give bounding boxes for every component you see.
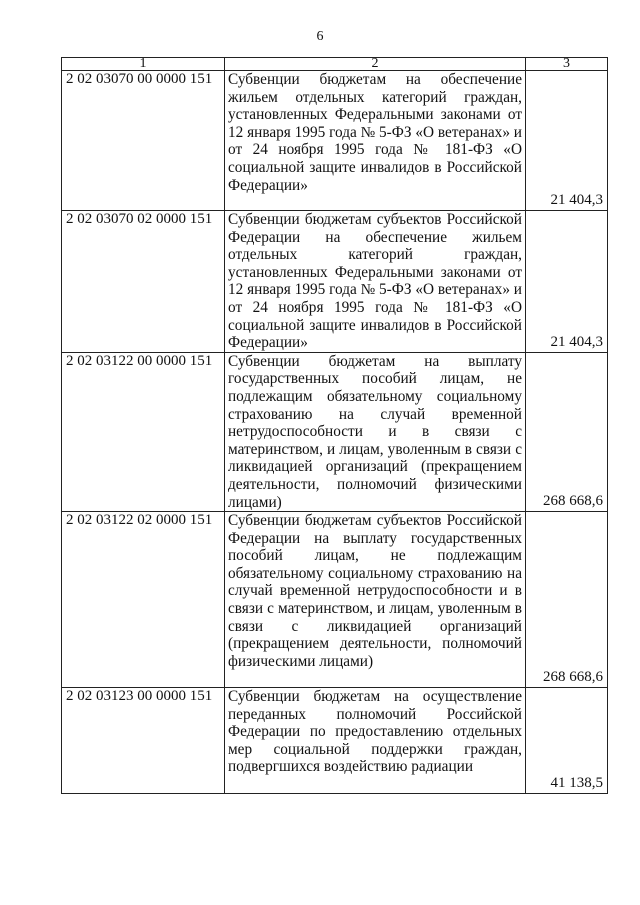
row-code: 2 02 03122 00 0000 151	[62, 352, 225, 511]
row-code: 2 02 03123 00 0000 151	[62, 688, 225, 794]
row-description-text: Субвенции бюджетам на обеспечение жильем отдельных категорий граждан, установленных Федеральными законами от 12 января 1995 года № 5-ФЗ «О ветеранах» и от 24 ноября 1995 года № 181-ФЗ «О социальной защите инвалидов в Российской Федерации»	[228, 71, 522, 194]
row-code: 2 02 03122 02 0000 151	[62, 512, 225, 688]
table-row	[62, 352, 608, 511]
table-row	[62, 512, 608, 688]
row-code: 2 02 03070 02 0000 151	[62, 211, 225, 353]
row-amount: 268 668,6	[526, 512, 608, 688]
table-row	[62, 71, 608, 211]
row-amount: 21 404,3	[526, 71, 608, 211]
row-amount: 21 404,3	[526, 211, 608, 353]
page-number: 6	[316, 29, 324, 44]
row-amount: 268 668,6	[526, 352, 608, 511]
row-description-text: Субвенции бюджетам на осуществление переданных полномочий Российской Федерации по предоставлению отдельных мер социальной поддержки граждан, подвергшихся воздействию радиации	[228, 688, 522, 776]
row-code: 2 02 03070 00 0000 151	[62, 71, 225, 211]
row-description	[225, 211, 526, 353]
column-header-amount: 3	[526, 58, 608, 71]
table-row	[62, 211, 608, 353]
column-header-description: 2	[225, 58, 526, 71]
table-row	[62, 688, 608, 794]
column-header-code: 1	[62, 58, 225, 71]
row-amount: 41 138,5	[526, 688, 608, 794]
row-description-text: Субвенции бюджетам субъектов Российской Федерации на выплату государственных пособий лицам, не подлежащим обязательному социальному страхованию на случай временной нетрудоспособности и в связи с материнством, и лицам, уволенным в связи с ликвидацией организаций (прекращением деятельности, полномочий физическими лицами)	[228, 512, 522, 670]
row-description	[225, 71, 526, 211]
header-row	[62, 58, 608, 71]
row-description	[225, 688, 526, 794]
row-description-text: Субвенции бюджетам субъектов Российской Федерации на обеспечение жильем отдельных категорий граждан, установленных Федеральными законами от 12 января 1995 года № 5-ФЗ «О ветеранах» и от 24 ноября 1995 года № 181-ФЗ «О социальной защите инвалидов в Российской Федерации»	[228, 211, 522, 352]
row-description	[225, 512, 526, 688]
row-description-text: Субвенции бюджетам на выплату государственных пособий лицам, не подлежащим обязательному социальному страхованию на случай временной нетрудоспособности и в связи с материнством, и лицам, уволенным в связи с ликвидацией организаций (прекращением деятельности, полномочий физическими лицами)	[228, 352, 522, 511]
budget-table	[61, 57, 608, 794]
row-description	[225, 352, 526, 511]
